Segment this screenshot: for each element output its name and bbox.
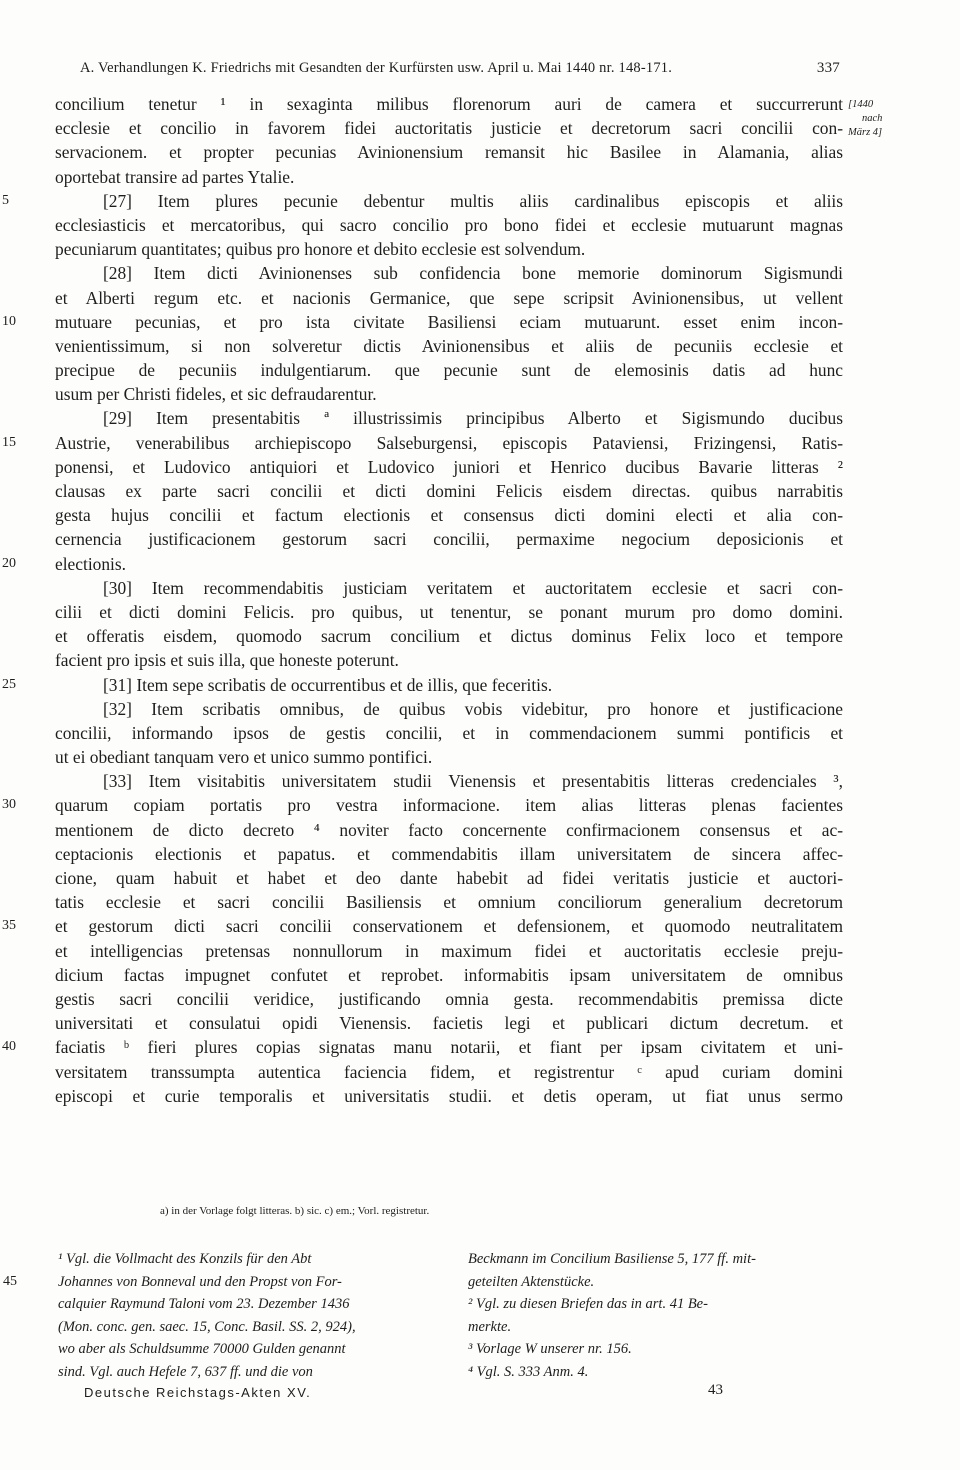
- text-line: [2, 673, 843, 697]
- line-text: venientissimum, si non solveretur dictis Avinionensibus et aliis de pecuniis ecclesie et: [55, 335, 843, 356]
- footnote-text: Johannes von Bonneval und den Propst von For-: [58, 1273, 342, 1290]
- line-number: 35: [2, 918, 16, 934]
- text-line: [55, 818, 843, 842]
- text-line: [55, 1084, 843, 1108]
- text-line: [55, 140, 843, 164]
- line-text: universitati et consulatui opidi Vienensis. facietis legi et publicari dictum decretum. et: [55, 1013, 843, 1034]
- footnote-line: [58, 1316, 448, 1339]
- text-line: [2, 914, 843, 938]
- line-text: [30] Item recommendabitis justiciam veritatem et auctoritatem ecclesie et sacri con-: [103, 577, 843, 598]
- text-line: [55, 866, 843, 890]
- line-text: clausas ex parte sacri concilii et dicti domini Felicis eisdem directas. quibus narrabitis: [55, 481, 843, 501]
- line-text: [28] Item dicti Avinionenses sub confidencia bone memorie dominorum Sigismundi: [103, 263, 843, 284]
- line-number: 20: [2, 555, 16, 571]
- line-number: 40: [2, 1039, 16, 1055]
- line-text: servacionem. et propter pecunias Avinionensium remansit hic Basilee in Alamania, alias: [55, 142, 843, 163]
- text-line: [55, 479, 843, 503]
- text-line: [55, 92, 843, 116]
- line-text: versitatem transsumpta autentica faciencia fidem, et registrentur ᶜ apud curiam domini: [55, 1061, 843, 1082]
- footnote-text: sind. Vgl. auch Hefele 7, 637 ff. und die von: [58, 1363, 313, 1380]
- footnote-text: (Mon. conc. gen. saec. 15, Conc. Basil. SS. 2, 924),: [58, 1318, 356, 1335]
- text-line: [55, 697, 843, 721]
- line-text: ceptacionis electionis et papatus. et commendabitis illam universitatem de sincera affec-: [55, 843, 843, 864]
- text-line: [55, 406, 843, 430]
- text-line: [55, 890, 843, 914]
- margin-note-line: [1440: [848, 99, 874, 110]
- line-text: cernencia justificacionem gestorum sacri concilii, permaxime negocium deposicionis et: [55, 529, 843, 550]
- line-text: ecclesiasticis et mercatoribus, qui sacro concilio pro bono fidei et ecclesie mutuarunt magnas: [55, 214, 843, 235]
- margin-note-line: März 4]: [848, 127, 883, 138]
- line-number: 25: [2, 676, 16, 692]
- line-text: ponensi, et Ludovico antiquiori et Ludovico juniori et Henrico ducibus Bavarie litteras ²: [55, 456, 843, 477]
- volume-signature: Deutsche Reichstags-Akten XV.: [84, 1385, 312, 1400]
- text-line: [2, 1035, 843, 1059]
- line-text: Austrie, venerabilibus archiepiscopo Salseburgensi, episcopis Pataviensi, Frizingensi, Ratis-: [55, 432, 843, 453]
- line-number: 5: [2, 192, 9, 208]
- line-text: facient pro ipsis et suis illa, que honeste poterunt.: [55, 650, 399, 671]
- text-line: [2, 310, 843, 334]
- line-text: gesta hujus concilii et factum electionis et consensus dicti domini electi et alia con-: [55, 505, 843, 526]
- footnotes-left-column: [3, 1248, 448, 1384]
- text-line: [55, 213, 843, 237]
- text-line: [55, 286, 843, 310]
- running-head-text: A. Verhandlungen K. Friedrichs mit Gesandten der Kurfürsten usw. April u. Mai 1440 nr. 148-171.: [80, 60, 673, 76]
- footnote-text: calquier Raymund Taloni vom 23. Dezember 1436: [58, 1296, 350, 1313]
- footnote-line: [3, 1271, 448, 1294]
- text-line: [55, 237, 843, 261]
- text-line: [2, 793, 843, 817]
- line-text: et gestorum dicti sacri concilii conservationem et defensionem, et quomodo neutralitatem: [55, 916, 843, 937]
- line-text: [33] Item visitabitis universitatem studii Vienensis et presentabitis litteras credenciales ³,: [103, 771, 843, 792]
- text-line: [55, 600, 843, 624]
- line-number: 10: [2, 313, 16, 329]
- text-line: [55, 503, 843, 527]
- line-text: pecuniarum quantitates; quibus pro honore et debito ecclesie est solvendum.: [55, 239, 586, 260]
- text-line: [55, 116, 843, 140]
- footnote-line: ⁴ Vgl. S. 333 Anm. 4.: [468, 1363, 589, 1380]
- footnote-line: [58, 1338, 448, 1361]
- line-text: tatis ecclesie et sacri concilii Basiliensis et omnium conciliorum generalium decretorum: [55, 892, 843, 913]
- line-text: ut ei obediant tanquam vero et unico summo pontifici.: [55, 747, 433, 768]
- text-line: [55, 358, 843, 382]
- footnote-text: ¹ Vgl. die Vollmacht des Konzils für den Abt: [58, 1251, 312, 1267]
- text-line: [55, 987, 843, 1011]
- text-line: [2, 552, 843, 576]
- line-text: [31] Item sepe scribatis de occurrentibus et de illis, que feceritis.: [103, 674, 553, 695]
- line-text: faciatis ᵇ fieri plures copias signatas manu notarii, et fiant per ipsam civitatem et uni-: [55, 1037, 843, 1058]
- line-text: [27] Item plures pecunie debentur multis aliis cardinalibus episcopis et aliis: [103, 190, 843, 211]
- line-text: concilium tenetur ¹ in sexaginta milibus florenorum auri de camera et succurrerunt: [55, 94, 843, 114]
- line-text: [32] Item scribatis omnibus, de quibus vobis videbitur, pro honore et justificacione: [103, 698, 843, 719]
- text-line: [55, 455, 843, 479]
- line-text: gestis sacri concilii veridice, justificando omnia gesta. recommendabitis premissa dicte: [55, 988, 843, 1009]
- variant-notes: a) in der Vorlage folgt litteras. b) sic. c) em.; Vorl. registretur.: [160, 1205, 430, 1217]
- line-text: episcopi et curie temporalis et universitatis studii. et detis operam, ut fiat unus sermo: [55, 1085, 843, 1106]
- line-text: ecclesie et concilio in favorem fidei auctoritatis justicie et decretorum sacri concilii con-: [55, 118, 843, 139]
- text-line: [55, 624, 843, 648]
- line-text: dicium factas impugnet confutet et reprobet. informabitis ipsam universitatem de omnibus: [55, 964, 843, 985]
- line-text: cione, quam habuit et habet et deo dante habebit ad fidei veritatis justicie et auctori-: [55, 868, 843, 888]
- text-line: [55, 261, 843, 285]
- text-line: [55, 334, 843, 358]
- line-number: 45: [3, 1273, 17, 1289]
- footnote-line: [58, 1361, 448, 1384]
- line-text: et intelligencias pretensas nonnullorum in maximum fidei et auctoritatis ecclesie preju-: [55, 940, 843, 961]
- margin-note-line: nach: [862, 113, 883, 124]
- text-line: [55, 576, 843, 600]
- footnote-line: merkte.: [468, 1318, 512, 1335]
- text-line: [55, 939, 843, 963]
- main-text: [2, 92, 843, 1108]
- text-line: [55, 963, 843, 987]
- line-text: oportebat transire ad partes Ytalie.: [55, 166, 295, 187]
- page-number: 337: [816, 60, 840, 76]
- text-line: [55, 382, 843, 406]
- text-line: [55, 769, 843, 793]
- line-number: 15: [2, 434, 16, 450]
- line-text: mutuare pecunias, et pro ista civitate Basiliensi eciam mutuarunt. esset enim incon-: [55, 311, 843, 332]
- running-head: [80, 60, 840, 77]
- text-line: [55, 1011, 843, 1035]
- text-line: [55, 721, 843, 745]
- footnote-line: Beckmann im Concilium Basiliense 5, 177 ff. mit-: [468, 1251, 756, 1267]
- line-text: usum per Christi fideles, et sic defraudarentur.: [55, 384, 377, 405]
- text-line: [2, 189, 843, 213]
- footnote-line: ² Vgl. zu diesen Briefen das in art. 41 Be-: [468, 1296, 708, 1313]
- footnote-line: geteilten Aktenstücke.: [468, 1273, 595, 1290]
- line-text: [29] Item presentabitis ª illustrissimis principibus Alberto et Sigismundo ducibus: [103, 408, 843, 429]
- margin-date-note: [848, 98, 882, 140]
- text-line: [55, 648, 843, 672]
- text-line: [55, 745, 843, 769]
- line-text: mentionem de dicto decreto ⁴ noviter facto concernente confirmacionem consensus et ac-: [55, 819, 843, 840]
- line-text: precipue de pecuniis indulgentiarum. que pecunie sunt de elemosinis datis ad hunc: [55, 360, 843, 381]
- footnote-text: wo aber als Schuldsumme 70000 Gulden genannt: [58, 1341, 346, 1358]
- footnote-line: [58, 1248, 448, 1271]
- line-text: electionis.: [55, 553, 126, 574]
- sheet-number: 43: [708, 1382, 723, 1398]
- text-line: [55, 1060, 843, 1084]
- line-text: quarum copiam portatis pro vestra informacione. item alias litteras plenas facientes: [55, 795, 843, 816]
- text-line: [55, 527, 843, 551]
- text-line: [55, 842, 843, 866]
- line-number: 30: [2, 797, 16, 813]
- footnote-line: ³ Vorlage W unserer nr. 156.: [468, 1341, 632, 1358]
- text-line: [55, 165, 843, 189]
- line-text: et Alberti regum etc. et nacionis Germanice, que sepe scripsit Avinionensibus, ut vellent: [55, 287, 843, 308]
- footnotes-right-column: [468, 1248, 848, 1384]
- line-text: concilii, informando ipsos de gestis concilii, et in commendacionem summi pontificis et: [55, 722, 843, 743]
- line-text: et offeratis eisdem, quomodo sacrum concilium et dictus dominus Felix loco et tempore: [55, 626, 843, 647]
- footnote-line: [58, 1293, 448, 1316]
- line-text: cilii et dicti domini Felicis. pro quibus, ut tenentur, se ponant murum pro domo domini.: [55, 601, 843, 622]
- text-line: [2, 431, 843, 455]
